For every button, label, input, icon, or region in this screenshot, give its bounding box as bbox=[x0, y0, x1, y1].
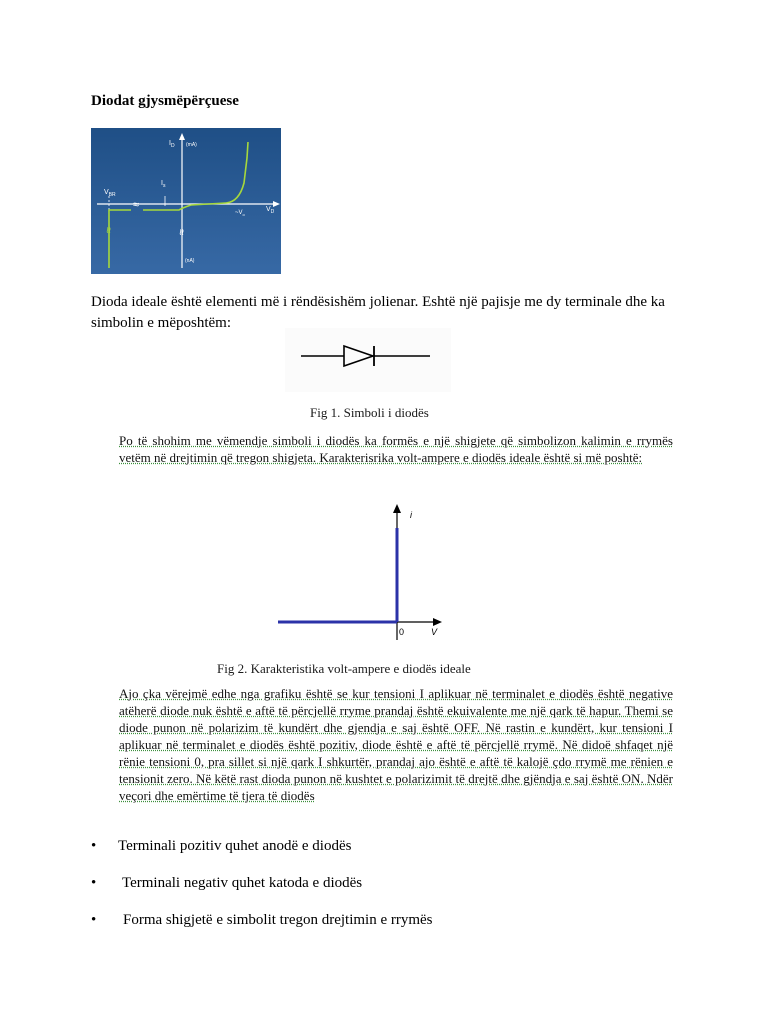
list-item-text: Terminali negativ quhet katoda e diodës bbox=[122, 875, 363, 891]
page-title: Diodat gjysmëpërçuese bbox=[91, 93, 239, 109]
axis-break-x: ≈ bbox=[133, 199, 140, 211]
figure-1-caption: Fig 1. Simboli i diodës bbox=[310, 405, 429, 420]
bullet-marker: • bbox=[91, 875, 97, 891]
ideal-origin-label: 0 bbox=[399, 627, 405, 637]
intro-paragraph: Dioda ideale është elementi më i rëndësishëm jolienar. Eshtë një pajisje me dy terminale dhe ka simbolin e mëposhtëm: bbox=[91, 294, 665, 331]
bullet-marker: • bbox=[91, 912, 97, 928]
list-item bbox=[91, 838, 691, 875]
curve-break: ≈ bbox=[102, 227, 114, 234]
diode-characteristic-figure bbox=[91, 128, 281, 274]
figure-2-caption: Fig 2. Karakteristika volt-ampere e diodës ideale bbox=[217, 661, 471, 676]
ideal-y-label: i bbox=[410, 510, 412, 520]
figure-background bbox=[91, 128, 281, 274]
list-item-text: Terminali pozitiv quhet anodë e diodës bbox=[118, 838, 352, 854]
ideal-x-arrow bbox=[433, 618, 442, 626]
v0-label: $\sim V_o$ bbox=[235, 210, 245, 217]
bullet-marker: • bbox=[91, 838, 97, 854]
ideal-x-label: V bbox=[431, 627, 438, 637]
symbol-explanation: Po të shohim me vëmendje simboli i diodës ka formës e një shigjete që simbolizon kalimin e rrymës vetëm në drejtimin që tregon shigjeta. Karakterisrika volt-ampere e diodës ideale është si më poshtë: bbox=[119, 433, 673, 465]
properties-list bbox=[91, 838, 691, 949]
vbr-label: $V_{BR}$ bbox=[104, 189, 116, 198]
ideal-y-arrow bbox=[393, 504, 401, 513]
list-item-text: Forma shigjetë e simbolit tregon drejtimin e rrymës bbox=[123, 912, 433, 928]
is-label: $I_s$ bbox=[161, 180, 166, 189]
list-item bbox=[91, 875, 691, 912]
id-unit-label: (mA) bbox=[186, 142, 197, 148]
na-label: (nA) bbox=[185, 258, 195, 264]
id-label: $I_D$ bbox=[169, 140, 175, 149]
vd-label: $V_D$ bbox=[266, 206, 275, 215]
axis-break-y: ≈ bbox=[175, 229, 187, 236]
list-item bbox=[91, 912, 691, 949]
ideal-diode-plot bbox=[270, 500, 450, 645]
symbol-background bbox=[285, 328, 451, 392]
ideal-diode-explanation: Ajo çka vërejmë edhe nga grafiku është se kur tensioni I aplikuar në terminalet e diodës është negative atëherë diode nuk është e aftë të përcjellë rryme prandaj është ekuivalente me një qark të hapur. Themi se diode punon në polarizim të kundërt dhe gjendja e saj është OFF. Në rastin e kundërt, kur tensioni I aplikuar në terminalet e diodës është pozitiv, diode është e aftë të përcjellë rrymë. Në didoë shfaqet një rënie tensioni 0, pra sillet si një qark I shkurtër, prandaj ajo është e aftë të kalojë çdo rrymë me rënien e tensionit zero. Në këtë rast dioda punon në kushtet e polarizimit të drejtë dhe gjëndja e saj është ON. Ndër veçori dhe emërtime të tjera të diodës bbox=[119, 686, 673, 803]
diode-symbol bbox=[285, 328, 451, 392]
